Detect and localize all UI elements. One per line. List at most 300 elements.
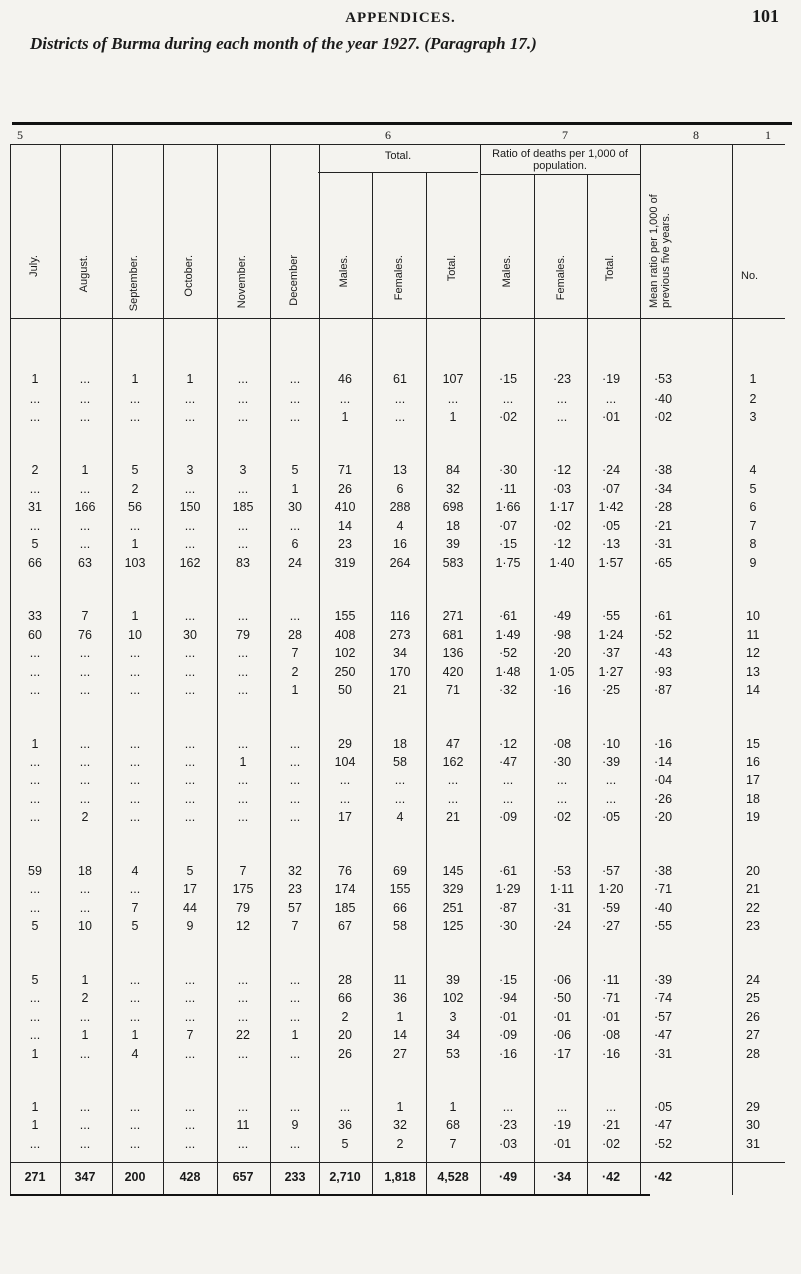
- cell-november: ...: [237, 392, 249, 406]
- cell-september: ...: [129, 1100, 141, 1114]
- cell-ratio-total: ·16: [601, 1047, 621, 1061]
- cell-ratio-males: ·16: [498, 1047, 518, 1061]
- cell-october: 1: [186, 372, 194, 386]
- cell-july: ...: [29, 392, 41, 406]
- cell-september: ...: [129, 1118, 141, 1132]
- cell-november: ...: [237, 665, 249, 679]
- cell-ratio-males: ·32: [498, 683, 518, 697]
- cell-ratio-males: ·09: [498, 1028, 518, 1042]
- total-november: 657: [232, 1170, 254, 1184]
- ratio-group-rule: [480, 174, 640, 175]
- cell-mean-ratio: ·38: [653, 463, 673, 477]
- cell-august: ...: [79, 482, 91, 496]
- total-december: 233: [284, 1170, 306, 1184]
- cell-july: 5: [31, 973, 39, 987]
- cell-males: 71: [338, 463, 352, 477]
- cell-november: 7: [239, 864, 247, 878]
- cell-district-no: 26: [746, 1010, 760, 1024]
- cell-september: 103: [124, 556, 146, 570]
- cell-females: 264: [389, 556, 411, 570]
- column-rule: [534, 174, 535, 1195]
- cell-december: 5: [291, 463, 299, 477]
- cell-females: 116: [390, 609, 410, 623]
- cell-november: ...: [237, 609, 249, 623]
- cell-november: 12: [236, 919, 250, 933]
- cell-october: ...: [184, 665, 196, 679]
- cell-august: 1: [81, 1028, 89, 1042]
- cell-december: ...: [289, 519, 301, 533]
- cell-males: 50: [338, 683, 352, 697]
- cell-ratio-females: ·50: [552, 991, 572, 1005]
- cell-ratio-total: ·39: [601, 755, 621, 769]
- cell-september: ...: [129, 1137, 141, 1151]
- cell-ratio-total: ·01: [601, 410, 621, 424]
- cell-december: ...: [289, 1047, 301, 1061]
- cell-females: 14: [393, 1028, 407, 1042]
- cell-district-no: 29: [746, 1100, 760, 1114]
- cell-ratio-males: 1·66: [495, 500, 521, 514]
- cell-october: 17: [183, 882, 197, 896]
- cell-november: ...: [237, 1047, 249, 1061]
- cell-september: ...: [129, 755, 141, 769]
- cell-ratio-females: 1·05: [549, 665, 575, 679]
- cell-ratio-females: ·06: [552, 1028, 572, 1042]
- cell-district-no: 24: [746, 973, 760, 987]
- cell-total: 136: [442, 646, 464, 660]
- cell-total: 271: [442, 609, 464, 623]
- cell-october: ...: [184, 683, 196, 697]
- cell-december: 1: [291, 683, 299, 697]
- cell-mean-ratio: ·31: [653, 537, 673, 551]
- cell-females: 170: [389, 665, 411, 679]
- cell-ratio-females: ·08: [552, 737, 572, 751]
- page-subtitle: Districts of Burma during each month of the year 1927. (Paragraph 17.): [30, 34, 537, 53]
- cell-district-no: 14: [746, 683, 760, 697]
- cell-september: ...: [129, 991, 141, 1005]
- cell-august: ...: [79, 1118, 91, 1132]
- cell-ratio-total: ·25: [601, 683, 621, 697]
- cell-females: 27: [393, 1047, 407, 1061]
- cell-ratio-females: ·16: [552, 683, 572, 697]
- header-mean-ratio: Mean ratio per 1,000 of previous five years.: [648, 194, 672, 308]
- cell-december: 6: [291, 537, 299, 551]
- cell-october: ...: [184, 519, 196, 533]
- cell-ratio-total: ·37: [601, 646, 621, 660]
- cell-ratio-males: ·11: [499, 482, 517, 496]
- cell-males: 185: [334, 901, 356, 915]
- cell-november: 79: [236, 901, 250, 915]
- cell-july: 60: [28, 628, 42, 642]
- cell-july: ...: [29, 792, 41, 806]
- cell-mean-ratio: ·16: [653, 737, 673, 751]
- cell-ratio-females: ·12: [552, 537, 572, 551]
- cell-total: 7: [449, 1137, 457, 1151]
- cell-september: 5: [131, 919, 139, 933]
- cell-ratio-males: ·03: [498, 1137, 518, 1151]
- cell-district-no: 9: [749, 556, 757, 570]
- cell-july: ...: [29, 755, 41, 769]
- total-total: 4,528: [437, 1170, 469, 1184]
- cell-august: ...: [79, 372, 91, 386]
- cell-ratio-total: ·02: [601, 1137, 621, 1151]
- cell-november: 83: [236, 556, 250, 570]
- cell-mean-ratio: ·71: [653, 882, 673, 896]
- cell-november: 1: [239, 755, 247, 769]
- cell-october: 5: [186, 864, 194, 878]
- cell-august: 1: [81, 463, 89, 477]
- cell-ratio-males: ·94: [498, 991, 518, 1005]
- cell-mean-ratio: ·53: [653, 372, 673, 386]
- cell-males: 29: [338, 737, 352, 751]
- cell-ratio-females: ·17: [552, 1047, 572, 1061]
- cell-ratio-males: ·15: [498, 537, 518, 551]
- cell-males: 26: [338, 1047, 352, 1061]
- cell-males: 319: [334, 556, 356, 570]
- cell-females: ...: [394, 410, 406, 424]
- cell-females: 66: [393, 901, 407, 915]
- cell-ratio-total: ·24: [601, 463, 621, 477]
- cell-males: 20: [338, 1028, 352, 1042]
- cell-november: 79: [236, 628, 250, 642]
- cell-ratio-males: 1·29: [495, 882, 521, 896]
- cell-females: ...: [394, 773, 406, 787]
- cell-october: ...: [184, 773, 196, 787]
- cell-total: 107: [442, 372, 464, 386]
- total-group-rule: [318, 172, 478, 173]
- cell-ratio-females: 1·40: [549, 556, 575, 570]
- cell-november: ...: [237, 683, 249, 697]
- cell-district-no: 1: [749, 372, 757, 386]
- cell-district-no: 19: [746, 810, 760, 824]
- cell-ratio-total: ...: [605, 1100, 617, 1114]
- cell-ratio-males: 1·49: [495, 628, 521, 642]
- cell-august: ...: [79, 1010, 91, 1024]
- cell-august: 166: [74, 500, 96, 514]
- cell-july: ...: [29, 482, 41, 496]
- cell-october: 150: [179, 500, 201, 514]
- cell-july: ...: [29, 882, 41, 896]
- cell-district-no: 17: [746, 773, 760, 787]
- cell-ratio-total: ·55: [601, 609, 621, 623]
- cell-july: ...: [29, 1137, 41, 1151]
- cell-ratio-total: ·13: [601, 537, 621, 551]
- column-rule: [426, 172, 427, 1195]
- cell-december: ...: [289, 392, 301, 406]
- cell-total: ...: [447, 392, 459, 406]
- cell-ratio-males: ·15: [498, 372, 518, 386]
- cell-october: ...: [184, 792, 196, 806]
- header-september: September.: [128, 255, 140, 312]
- cell-august: ...: [79, 773, 91, 787]
- cell-ratio-males: ·07: [498, 519, 518, 533]
- cell-total: ...: [447, 773, 459, 787]
- cell-ratio-females: ·12: [552, 463, 572, 477]
- cell-december: 7: [291, 919, 299, 933]
- cell-august: ...: [79, 519, 91, 533]
- cell-november: ...: [237, 482, 249, 496]
- cell-august: ...: [79, 410, 91, 424]
- cell-november: 3: [239, 463, 247, 477]
- cell-september: 4: [131, 864, 139, 878]
- cell-ratio-total: 1·20: [598, 882, 624, 896]
- cell-males: 26: [338, 482, 352, 496]
- total-ratio-total: ·42: [601, 1170, 621, 1184]
- cell-ratio-males: ·61: [498, 609, 518, 623]
- cell-mean-ratio: ·65: [653, 556, 673, 570]
- cell-ratio-females: ·49: [552, 609, 572, 623]
- cell-ratio-females: ·53: [552, 864, 572, 878]
- total-females: 1,818: [384, 1170, 416, 1184]
- cell-november: ...: [237, 973, 249, 987]
- cell-ratio-males: ·87: [498, 901, 518, 915]
- cell-december: ...: [289, 410, 301, 424]
- cell-july: ...: [29, 991, 41, 1005]
- cell-august: ...: [79, 646, 91, 660]
- cell-males: 23: [338, 537, 352, 551]
- cell-december: 1: [291, 482, 299, 496]
- cell-december: ...: [289, 1010, 301, 1024]
- cell-september: ...: [129, 519, 141, 533]
- cell-mean-ratio: ·40: [653, 901, 673, 915]
- cell-males: 36: [338, 1118, 352, 1132]
- cell-ratio-males: ...: [502, 792, 514, 806]
- cell-mean-ratio: ·87: [653, 683, 673, 697]
- cell-august: ...: [79, 792, 91, 806]
- cell-total: 1: [449, 1100, 457, 1114]
- cell-december: 23: [288, 882, 302, 896]
- cell-september: ...: [129, 737, 141, 751]
- cell-ratio-females: ·30: [552, 755, 572, 769]
- cell-males: ...: [339, 773, 351, 787]
- cell-september: 5: [131, 463, 139, 477]
- cell-total: 21: [446, 810, 460, 824]
- cell-september: ...: [129, 773, 141, 787]
- cell-ratio-total: ·27: [601, 919, 621, 933]
- cell-district-no: 5: [749, 482, 757, 496]
- cell-december: 28: [288, 628, 302, 642]
- cell-district-no: 12: [746, 646, 760, 660]
- cell-district-no: 28: [746, 1047, 760, 1061]
- cell-september: ...: [129, 683, 141, 697]
- cell-females: 155: [389, 882, 411, 896]
- cell-females: 61: [393, 372, 407, 386]
- cell-november: 185: [232, 500, 254, 514]
- cell-males: 1: [341, 410, 349, 424]
- cell-august: 10: [78, 919, 92, 933]
- cell-august: ...: [79, 1047, 91, 1061]
- cell-december: 9: [291, 1118, 299, 1132]
- cell-ratio-females: 1·11: [549, 882, 575, 896]
- cell-males: 5: [341, 1137, 349, 1151]
- cell-september: ...: [129, 665, 141, 679]
- header-july: July.: [28, 255, 40, 277]
- cell-total: 34: [446, 1028, 460, 1042]
- page-header: APPENDICES.: [345, 10, 456, 26]
- cell-females: ...: [394, 392, 406, 406]
- cell-mean-ratio: ·93: [653, 665, 673, 679]
- cell-mean-ratio: ·43: [653, 646, 673, 660]
- cell-females: 1: [396, 1010, 404, 1024]
- cell-district-no: 25: [746, 991, 760, 1005]
- cell-december: ...: [289, 372, 301, 386]
- cell-males: ...: [339, 792, 351, 806]
- cell-september: ...: [129, 792, 141, 806]
- cell-males: 410: [334, 500, 356, 514]
- cell-october: ...: [184, 810, 196, 824]
- cell-october: 30: [183, 628, 197, 642]
- cell-november: 11: [236, 1118, 250, 1132]
- cell-ratio-males: ·30: [498, 919, 518, 933]
- cell-november: 175: [232, 882, 254, 896]
- cell-july: ...: [29, 519, 41, 533]
- cell-total: 1: [449, 410, 457, 424]
- cell-ratio-females: ·02: [552, 519, 572, 533]
- cell-total: 102: [442, 991, 464, 1005]
- cell-july: 2: [31, 463, 39, 477]
- totals-top-rule: [10, 1162, 785, 1163]
- cell-males: 76: [338, 864, 352, 878]
- total-ratio-males: ·49: [498, 1170, 518, 1184]
- cell-mean-ratio: ·52: [653, 1137, 673, 1151]
- cell-males: 46: [338, 372, 352, 386]
- cell-males: 2: [341, 1010, 349, 1024]
- top-rule: [12, 122, 792, 125]
- header-males: Males.: [338, 255, 350, 288]
- cell-october: ...: [184, 1100, 196, 1114]
- cell-october: ...: [184, 991, 196, 1005]
- cell-ratio-total: ·10: [601, 737, 621, 751]
- cell-december: ...: [289, 991, 301, 1005]
- cell-august: ...: [79, 1137, 91, 1151]
- cell-july: ...: [29, 646, 41, 660]
- total-ratio-females: ·34: [552, 1170, 572, 1184]
- cell-males: 14: [338, 519, 352, 533]
- cell-december: ...: [289, 755, 301, 769]
- cell-total: 251: [442, 901, 464, 915]
- cell-november: ...: [237, 1100, 249, 1114]
- cell-ratio-males: ...: [502, 1100, 514, 1114]
- column-rule: [372, 172, 373, 1195]
- cell-district-no: 8: [749, 537, 757, 551]
- cell-males: 250: [334, 665, 356, 679]
- cell-total: 71: [446, 683, 460, 697]
- cell-august: 2: [81, 810, 89, 824]
- cell-september: ...: [129, 973, 141, 987]
- cell-mean-ratio: ·26: [653, 792, 673, 806]
- cell-july: ...: [29, 410, 41, 424]
- cell-september: 1: [131, 372, 139, 386]
- cell-mean-ratio: ·55: [653, 919, 673, 933]
- header-district-no: No.: [741, 270, 759, 282]
- cell-total: 329: [442, 882, 464, 896]
- cell-district-no: 16: [746, 755, 760, 769]
- total-september: 200: [124, 1170, 146, 1184]
- cell-ratio-males: ·12: [498, 737, 518, 751]
- cell-july: 31: [28, 500, 42, 514]
- cell-total: 39: [446, 537, 460, 551]
- cell-mean-ratio: ·74: [653, 991, 673, 1005]
- cell-november: ...: [237, 792, 249, 806]
- cell-ratio-total: ·01: [601, 1010, 621, 1024]
- cell-ratio-females: 1·17: [549, 500, 575, 514]
- cell-august: 63: [78, 556, 92, 570]
- cell-males: ...: [339, 392, 351, 406]
- cell-december: ...: [289, 737, 301, 751]
- cell-ratio-total: ·11: [602, 973, 620, 987]
- cell-october: 3: [186, 463, 194, 477]
- cell-october: 9: [186, 919, 194, 933]
- cell-mean-ratio: ·39: [653, 973, 673, 987]
- cell-july: ...: [29, 810, 41, 824]
- cell-october: 44: [183, 901, 197, 915]
- cell-males: 66: [338, 991, 352, 1005]
- cell-november: ...: [237, 737, 249, 751]
- group-header-total: Total.: [384, 150, 412, 162]
- cell-mean-ratio: ·14: [653, 755, 673, 769]
- cell-mean-ratio: ·47: [653, 1028, 673, 1042]
- cell-females: 273: [389, 628, 411, 642]
- cell-mean-ratio: ·05: [653, 1100, 673, 1114]
- cell-december: 32: [288, 864, 302, 878]
- cell-ratio-males: ·02: [498, 410, 518, 424]
- column-rule: [480, 144, 481, 1195]
- header-ratio-males: Males.: [501, 255, 513, 288]
- cell-ratio-total: ·59: [601, 901, 621, 915]
- cell-ratio-males: ·47: [498, 755, 518, 769]
- cell-district-no: 6: [749, 500, 757, 514]
- cell-mean-ratio: ·28: [653, 500, 673, 514]
- cell-july: 66: [28, 556, 42, 570]
- cell-october: ...: [184, 646, 196, 660]
- cell-ratio-total: ·57: [601, 864, 621, 878]
- cell-total: 583: [442, 556, 464, 570]
- cell-november: ...: [237, 537, 249, 551]
- cell-august: ...: [79, 665, 91, 679]
- cell-males: 174: [334, 882, 356, 896]
- cell-mean-ratio: ·38: [653, 864, 673, 878]
- cell-october: ...: [184, 1010, 196, 1024]
- cell-september: 10: [128, 628, 142, 642]
- cell-august: ...: [79, 1100, 91, 1114]
- cell-november: 22: [236, 1028, 250, 1042]
- cell-december: ...: [289, 609, 301, 623]
- cell-december: ...: [289, 810, 301, 824]
- cell-females: 34: [393, 646, 407, 660]
- cell-ratio-females: ·01: [552, 1010, 572, 1024]
- cell-december: 2: [291, 665, 299, 679]
- header-december: December: [288, 255, 300, 306]
- cell-mean-ratio: ·02: [653, 410, 673, 424]
- cell-july: 59: [28, 864, 42, 878]
- cell-district-no: 7: [749, 519, 757, 533]
- cell-ratio-males: ·09: [498, 810, 518, 824]
- cell-august: ...: [79, 683, 91, 697]
- header-bottom-rule: [10, 318, 785, 319]
- cell-ratio-total: 1·24: [598, 628, 624, 642]
- header-ratio-total: Total.: [604, 255, 616, 282]
- cell-district-no: 10: [746, 609, 760, 623]
- cell-females: 58: [393, 919, 407, 933]
- cell-ratio-males: ·23: [498, 1118, 518, 1132]
- cell-females: ...: [394, 792, 406, 806]
- cell-ratio-males: ...: [502, 392, 514, 406]
- cell-district-no: 18: [746, 792, 760, 806]
- cell-total: 47: [446, 737, 460, 751]
- cell-females: 36: [393, 991, 407, 1005]
- cell-district-no: 22: [746, 901, 760, 915]
- cell-october: 162: [179, 556, 201, 570]
- cell-total: ...: [447, 792, 459, 806]
